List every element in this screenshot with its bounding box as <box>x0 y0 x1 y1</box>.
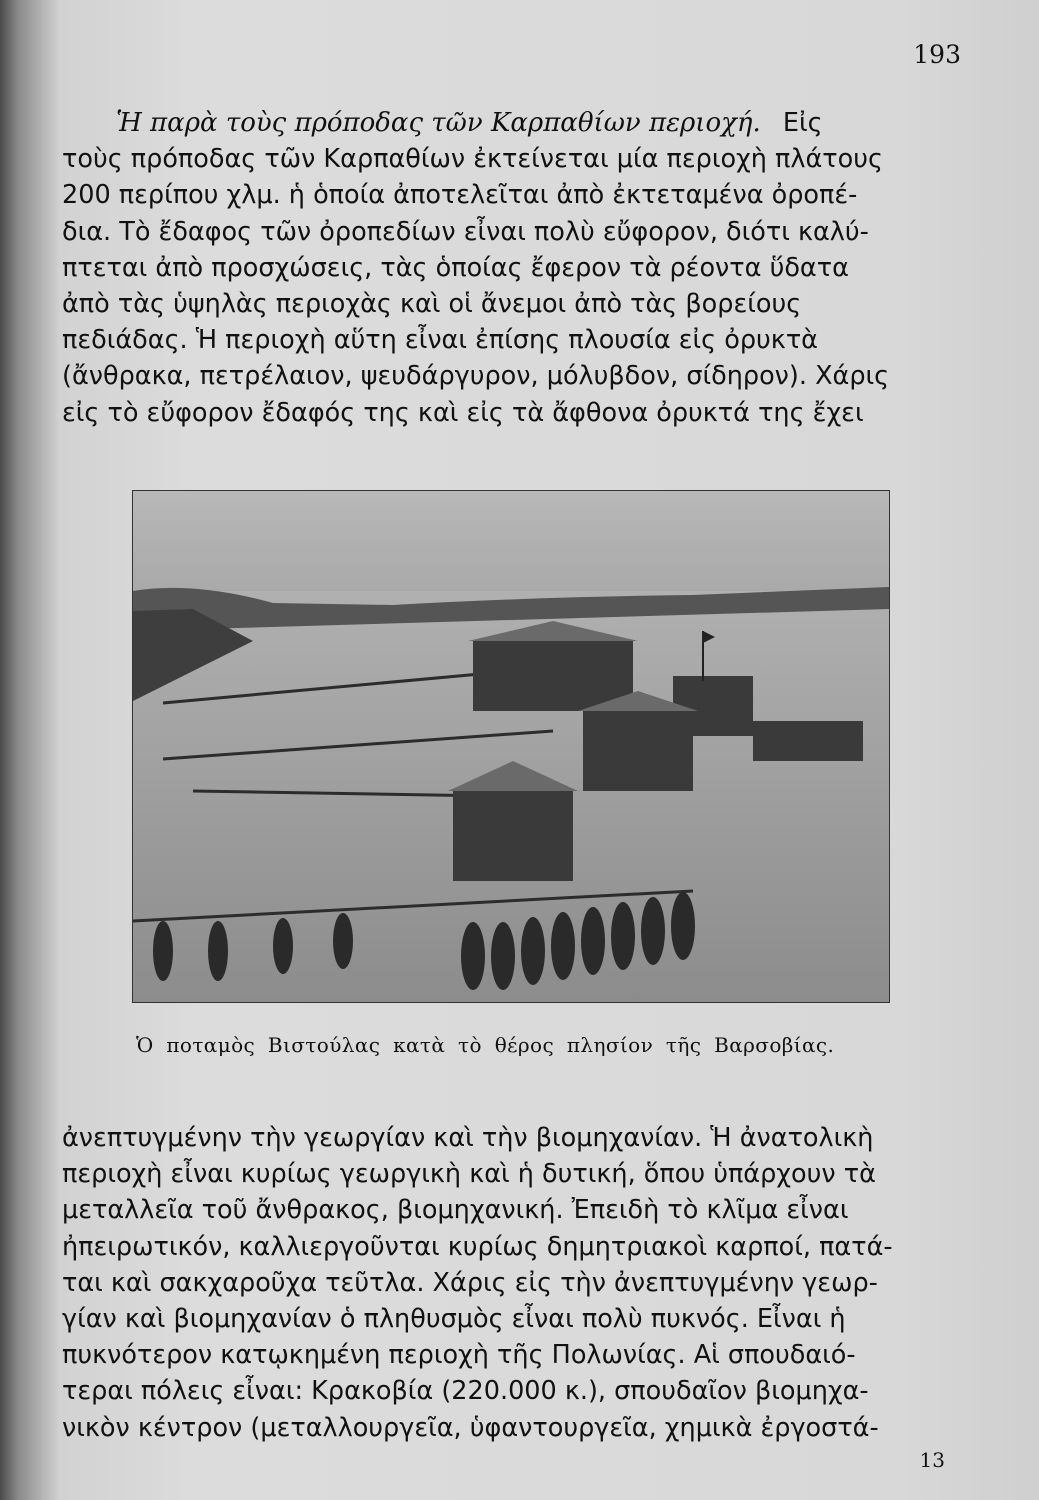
bottom-paragraph <box>62 1120 972 1446</box>
text-line: δια. Τὸ ἔδαφος τῶν ὀροπεδίων εἶναι πολὺ εὔφορον, διότι καλύ- <box>62 216 869 247</box>
river-photo-illustration <box>133 491 889 1002</box>
text-line: ἀπὸ τὰς ὑψηλὰς περιοχὰς καὶ οἱ ἄνεμοι ἀπὸ τὰς βορείους <box>62 289 802 320</box>
text-run: Εἰς <box>782 108 823 138</box>
text-line: ται καὶ σακχαροῦχα τεῦτλα. Χάρις εἰς τὴν ἀνεπτυγμένην γεωρ- <box>62 1267 878 1298</box>
text-line: πυκνότερον κατῳκημένη περιοχὴ τῆς Πολωνίας. Αἱ σπουδαιό- <box>62 1340 856 1371</box>
text-line: ἠπειρωτικόν, καλλιεργοῦνται κυρίως δημητριακοὶ καρποί, πατά- <box>62 1231 893 1262</box>
section-heading: Ἡ παρὰ τοὺς πρόποδας τῶν Καρπαθίων περιοχή. <box>116 108 761 138</box>
river-photograph <box>132 490 890 1003</box>
text-line: γίαν καὶ βιομηχανίαν ὁ πληθυσμὸς εἶναι πολὺ πυκνός. Εἶναι ἡ <box>62 1304 846 1335</box>
text-line <box>62 105 972 141</box>
text-line: πεδιάδας. Ἡ περιοχὴ αὕτη εἶναι ἐπίσης πλουσία εἰς ὀρυκτὰ <box>62 325 818 356</box>
text-line: (ἄνθρακα, πετρέλαιον, ψευδάργυρον, μόλυβδον, σίδηρον). Χάρις <box>62 361 890 392</box>
text-line: νικὸν κέντρον (μεταλλουργεῖα, ὑφαντουργεῖα, χημικὰ ἐργοστά- <box>62 1412 879 1443</box>
text-line: τεραι πόλεις εἶναι: Κρακοβία (220.000 κ.), σπουδαῖον βιομηχα- <box>62 1376 869 1407</box>
page-number: 193 <box>913 40 961 69</box>
text-line: πτεται ἀπὸ προσχώσεις, τὰς ὁποίας ἔφερον τὰ ρέοντα ὕδατα <box>62 252 849 283</box>
signature-mark: 13 <box>919 1448 945 1472</box>
text-line: τοὺς πρόποδας τῶν Καρπαθίων ἐκτείνεται μία περιοχὴ πλάτους <box>62 144 883 175</box>
text-line: εἰς τὸ εὔφορον ἔδαφός της καὶ εἰς τὰ ἄφθονα ὀρυκτά της ἔχει <box>62 397 864 428</box>
text-line: μεταλλεῖα τοῦ ἄνθρακος, βιομηχανική. Ἐπειδὴ τὸ κλῖμα εἶναι <box>62 1195 849 1226</box>
text-line: 200 περίπου χλμ. ἡ ὁποία ἀποτελεῖται ἀπὸ ἐκτεταμένα ὀροπέ- <box>62 180 858 211</box>
text-line: περιοχὴ εἶναι κυρίως γεωργικὴ καὶ ἡ δυτική, ὅπου ὑπάρχουν τὰ <box>62 1159 876 1190</box>
top-paragraph <box>62 105 972 431</box>
text-line: ἀνεπτυγμένην τὴν γεωργίαν καὶ τὴν βιομηχανίαν. Ἡ ἀνατολικὴ <box>62 1123 874 1153</box>
figure-caption: Ὁ ποταμὸς Βιστούλας κατὰ τὸ θέρος πλησίον τῆς Βαρσοβίας. <box>136 1033 835 1057</box>
